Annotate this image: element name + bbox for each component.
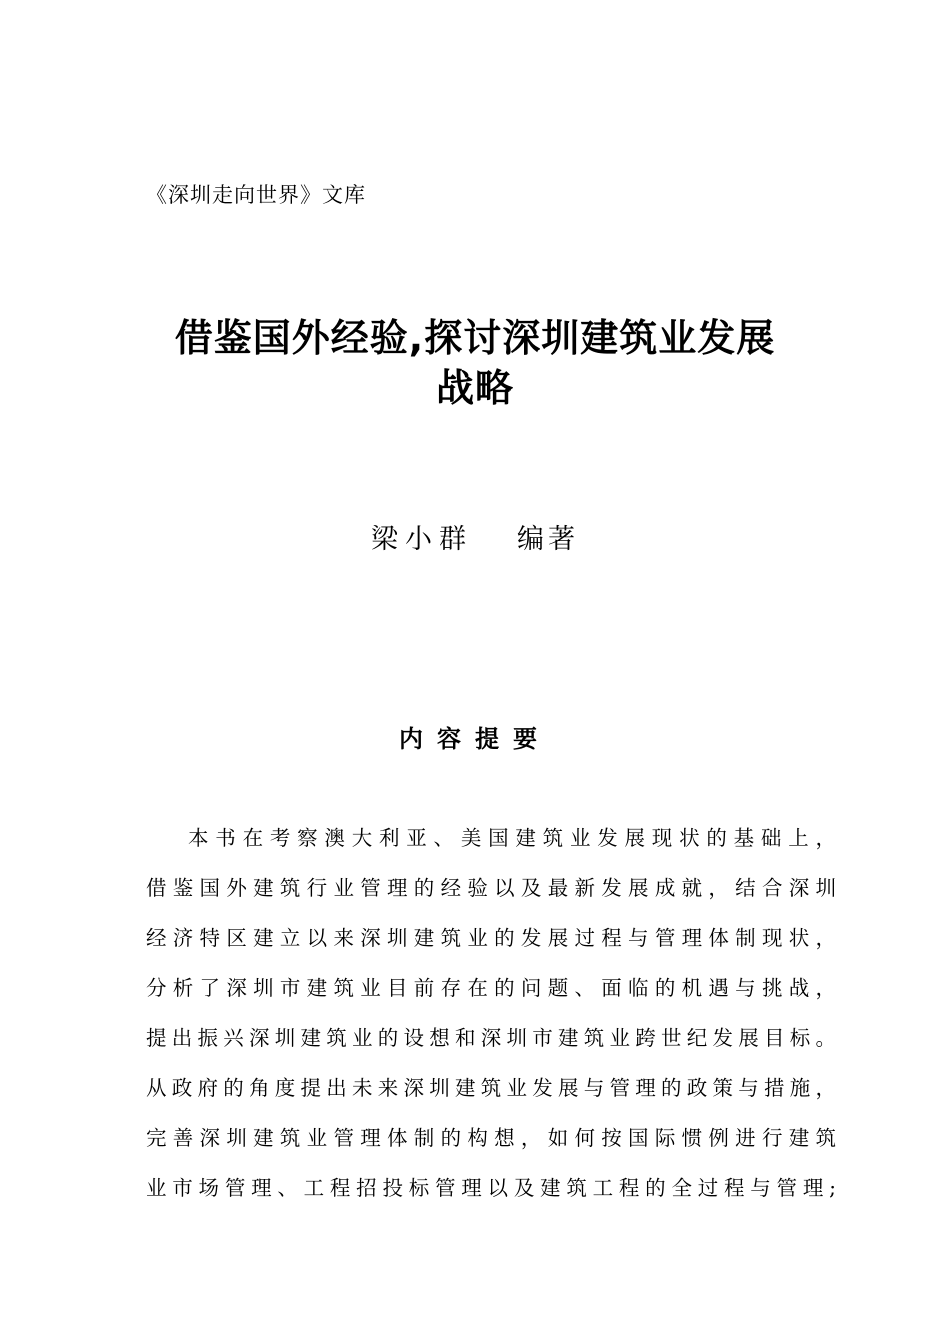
abstract-line: 借鉴国外建筑行业管理的经验以及最新发展成就，结合深圳 (146, 876, 836, 900)
abstract-body (146, 820, 836, 1220)
abstract-line: 完善深圳建筑业管理体制的构想，如何按国际惯例进行建筑 (146, 1126, 836, 1150)
book-title (100, 313, 850, 413)
book-title-line-2: 战略 (435, 366, 514, 410)
abstract-heading: 内容提要 (399, 725, 551, 753)
abstract-line: 分析了深圳市建筑业目前存在的问题、面临的机遇与挑战， (146, 976, 836, 1000)
book-title-line-1: 借鉴国外经验,探讨深圳建筑业发展 (174, 316, 776, 360)
author-line (0, 520, 950, 560)
abstract-line: 业市场管理、工程招投标管理以及建筑工程的全过程与管理; (146, 1176, 836, 1200)
author-role: 编著 (517, 524, 579, 555)
abstract-line: 本书在考察澳大利亚、美国建筑业发展现状的基础上， (188, 826, 836, 850)
abstract-line: 从政府的角度提出未来深圳建筑业发展与管理的政策与措施， (146, 1076, 836, 1100)
abstract-line: 提出振兴深圳建筑业的设想和深圳市建筑业跨世纪发展目标。 (146, 1026, 836, 1050)
author-name: 梁小群 (371, 524, 473, 555)
series-name: 《深圳走向世界》文库 (146, 183, 366, 207)
abstract-line: 经济特区建立以来深圳建筑业的发展过程与管理体制现状， (146, 926, 836, 950)
